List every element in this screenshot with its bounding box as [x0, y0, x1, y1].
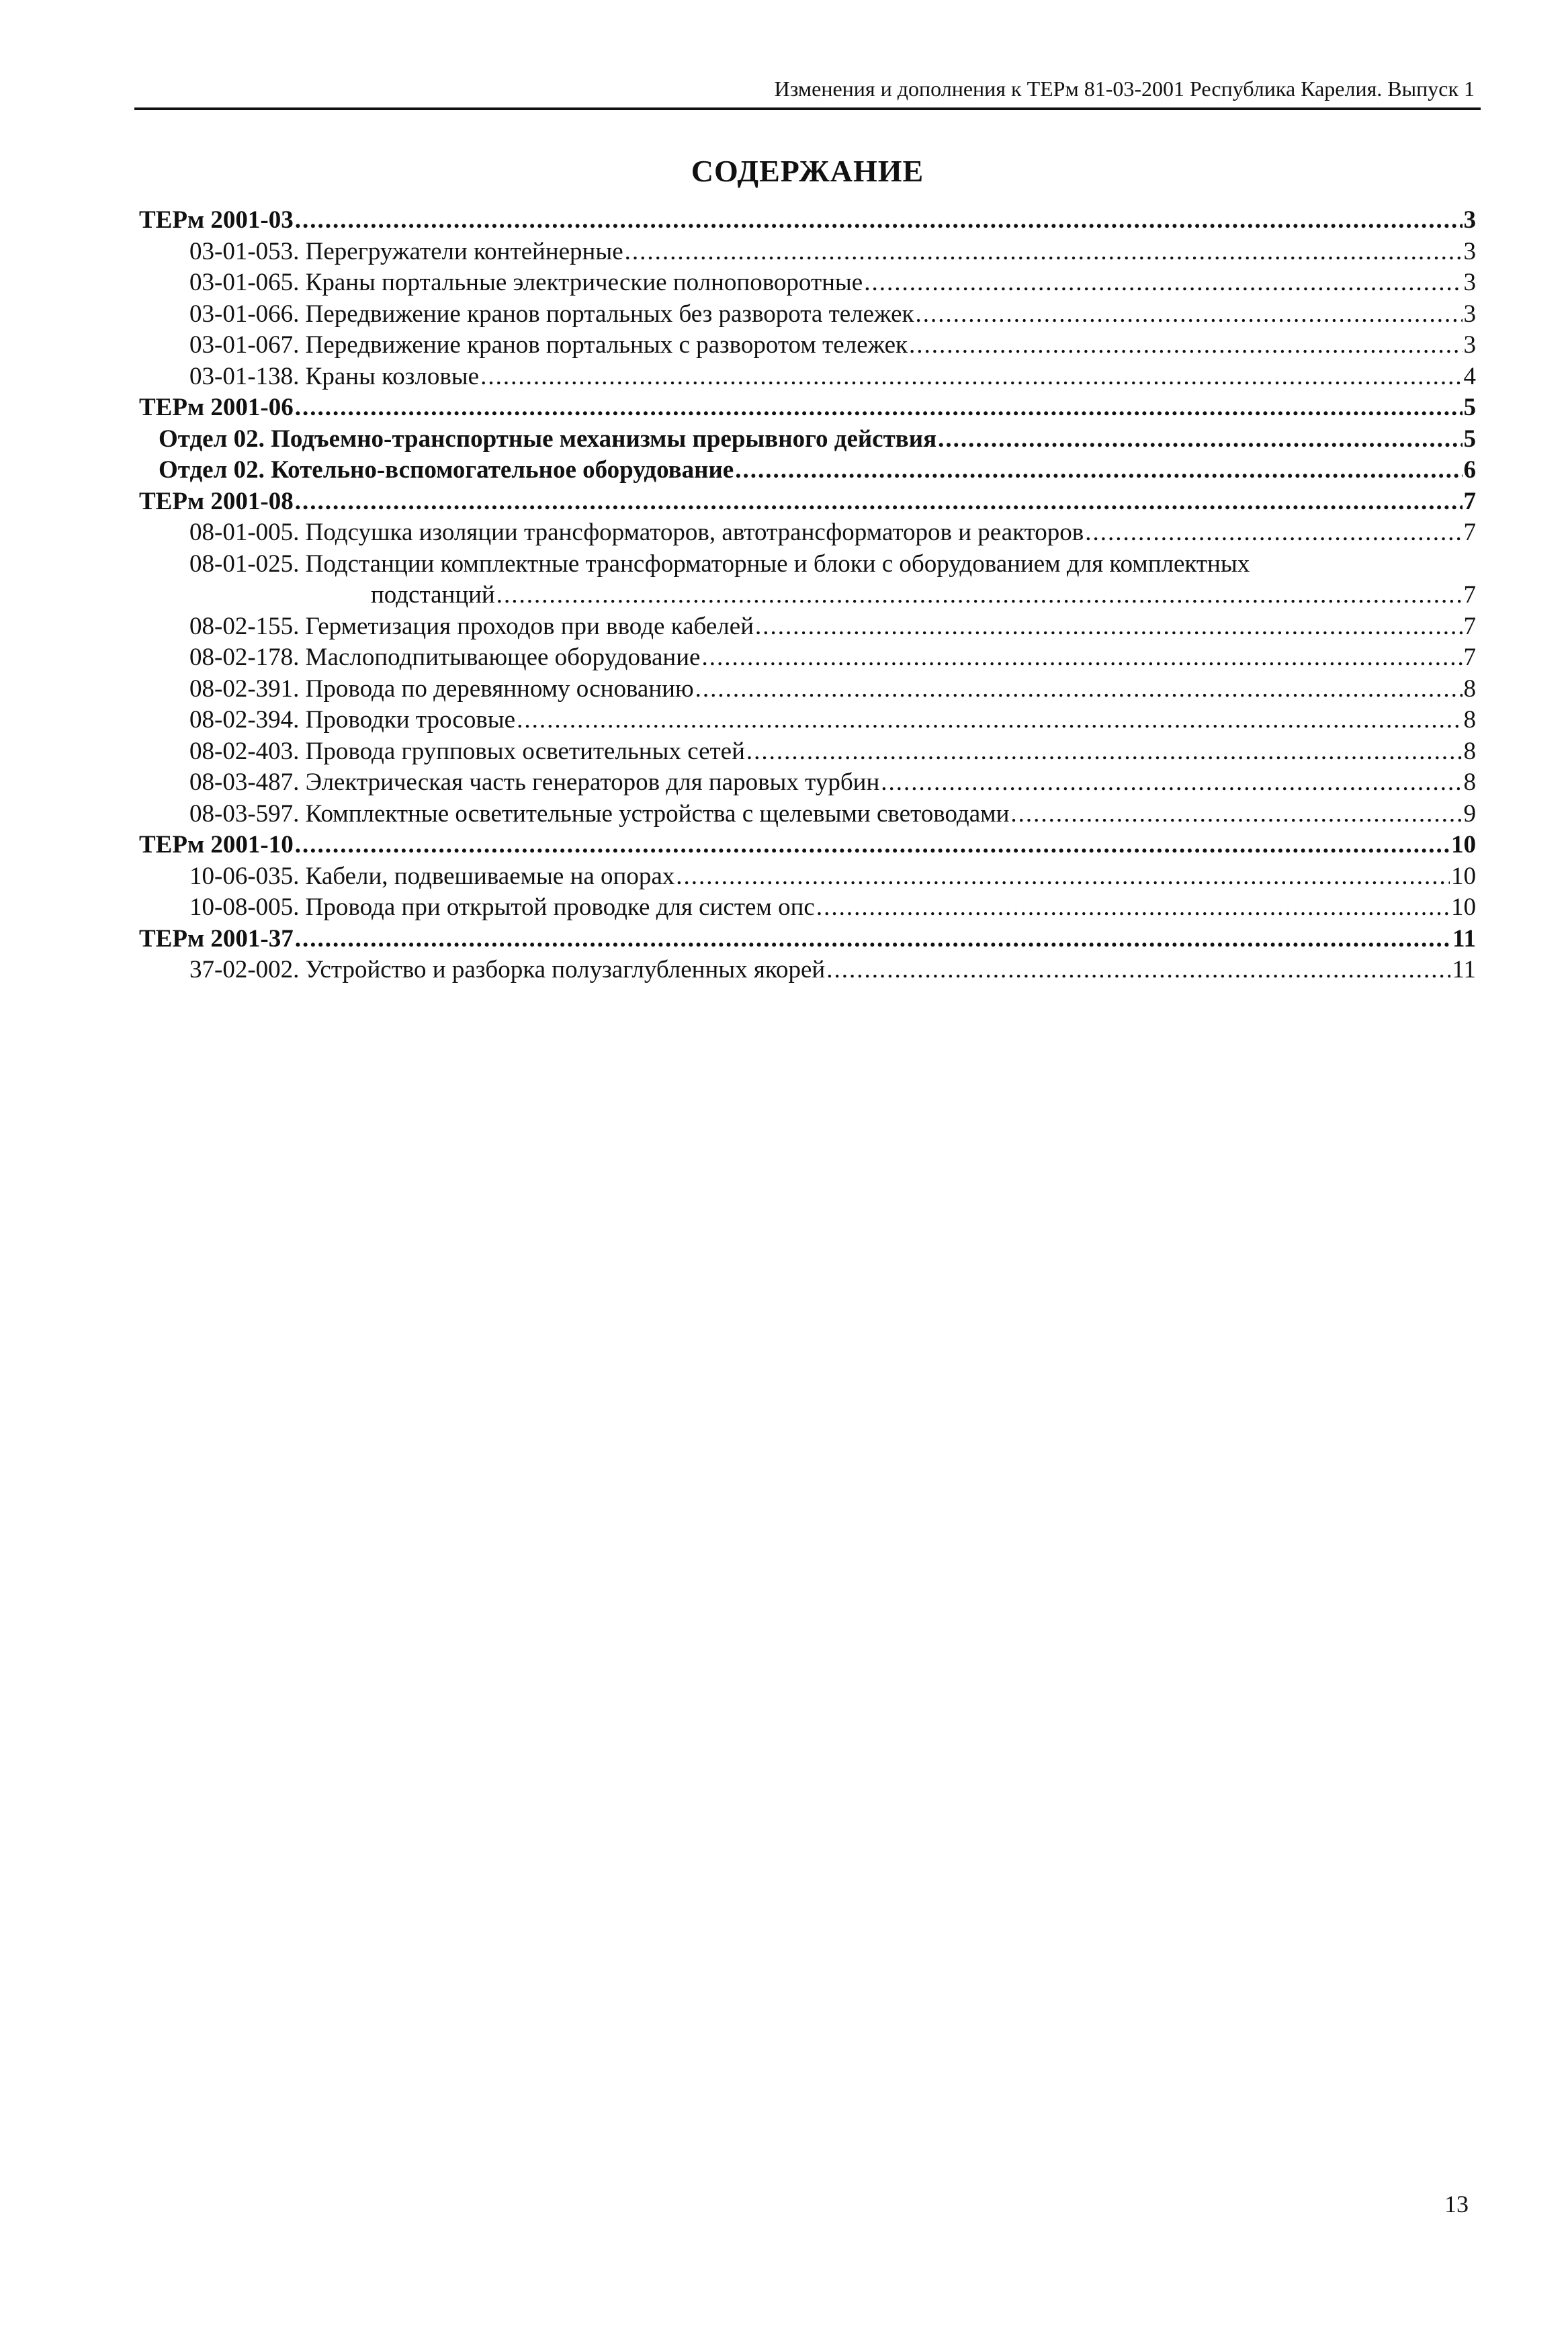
- dot-leader: [1010, 799, 1462, 830]
- toc-entry[interactable]: [139, 267, 1476, 299]
- toc-entry[interactable]: [139, 642, 1476, 674]
- table-of-contents: [139, 205, 1476, 986]
- toc-entry-page: 11: [1452, 956, 1476, 983]
- dot-leader: [496, 580, 1463, 611]
- dot-leader: [735, 455, 1462, 486]
- toc-entry[interactable]: [139, 361, 1476, 393]
- toc-entry-title: ТЕРм 2001-03: [139, 206, 294, 234]
- toc-entry-title-continued: подстанций: [371, 581, 495, 609]
- dot-leader: [1085, 517, 1462, 549]
- running-header: Изменения и дополнения к ТЕРм 81-03-2001 Республика Карелия. Выпуск 1: [774, 77, 1475, 101]
- toc-entry-section[interactable]: [139, 392, 1476, 424]
- dot-leader: [938, 424, 1462, 455]
- toc-entry-page: 8: [1463, 737, 1476, 765]
- toc-entry-page: 9: [1463, 799, 1476, 828]
- dot-leader: [916, 299, 1463, 331]
- page-title: СОДЕРЖАНИЕ: [691, 154, 924, 188]
- toc-entry-page: 7: [1463, 612, 1476, 640]
- toc-entry-title: ТЕРм 2001-06: [139, 394, 294, 421]
- toc-entry-title: 03-01-067. Передвижение кранов портальных с разворотом тележек: [189, 331, 908, 359]
- toc-entry-title: 08-02-178. Маслоподпитывающее оборудование: [189, 644, 701, 671]
- dot-leader: [480, 361, 1462, 393]
- toc-entry-section[interactable]: [139, 924, 1476, 955]
- toc-entry[interactable]: [139, 299, 1476, 331]
- dot-leader: [295, 392, 1463, 424]
- toc-entry-title: 08-02-391. Провода по деревянному основанию: [189, 674, 694, 703]
- toc-entry[interactable]: [139, 330, 1476, 361]
- toc-entry-page: 8: [1463, 674, 1476, 703]
- toc-entry-page: 11: [1452, 924, 1476, 953]
- dot-leader: [295, 924, 1451, 955]
- toc-entry[interactable]: [139, 767, 1476, 799]
- toc-entry[interactable]: [139, 674, 1476, 705]
- toc-entry-title: 37-02-002. Устройство и разборка полузаглубленных якорей: [189, 956, 826, 983]
- toc-entry-title: 08-02-394. Проводки тросовые: [189, 706, 516, 734]
- dot-leader: [909, 330, 1463, 361]
- dot-leader: [864, 267, 1462, 299]
- toc-entry-page: 7: [1463, 581, 1476, 609]
- toc-entry-line1[interactable]: [139, 549, 1476, 580]
- toc-entry-section[interactable]: [139, 830, 1476, 861]
- dot-leader: [826, 955, 1450, 986]
- toc-entry[interactable]: [139, 736, 1476, 768]
- toc-entry-page: 4: [1463, 362, 1476, 390]
- dot-leader: [295, 830, 1450, 861]
- toc-entry[interactable]: [139, 799, 1476, 830]
- toc-entry-title: 10-08-005. Провода при открытой проводке для систем опс: [189, 893, 815, 921]
- toc-entry-page: 3: [1463, 237, 1476, 265]
- toc-entry-page: 8: [1463, 706, 1476, 734]
- dot-leader: [295, 486, 1463, 518]
- toc-entry-title: 08-02-403. Провода групповых осветительных сетей: [189, 737, 745, 765]
- toc-entry[interactable]: [139, 611, 1476, 643]
- dot-leader: [755, 611, 1463, 643]
- dot-leader: [295, 205, 1463, 236]
- toc-entry-section[interactable]: [139, 486, 1476, 518]
- toc-entry-page: 3: [1463, 300, 1476, 328]
- toc-entry-title: 08-01-025. Подстанции комплектные трансформаторные и блоки с оборудованием для комплектных: [189, 550, 1250, 578]
- toc-entry-page: 8: [1463, 769, 1476, 796]
- toc-entry-page: 10: [1451, 831, 1476, 859]
- page-number: 13: [1444, 2191, 1469, 2218]
- toc-entry-page: 10: [1451, 893, 1476, 921]
- toc-entry[interactable]: [139, 517, 1476, 549]
- toc-entry-title: ТЕРм 2001-08: [139, 487, 294, 515]
- toc-entry-title: ТЕРм 2001-37: [139, 924, 294, 953]
- dot-leader: [676, 861, 1450, 893]
- toc-entry-title: 03-01-138. Краны козловые: [189, 362, 480, 390]
- dot-leader: [746, 736, 1463, 768]
- toc-entry-page: 5: [1463, 394, 1476, 421]
- toc-entry-page: 6: [1463, 456, 1476, 484]
- toc-entry-department[interactable]: [139, 424, 1476, 455]
- dot-leader: [701, 642, 1462, 674]
- toc-entry-title: 08-03-597. Комплектные осветительные устройства с щелевыми световодами: [189, 799, 1010, 828]
- header-divider: [134, 107, 1481, 110]
- dot-leader: [625, 236, 1463, 268]
- toc-entry[interactable]: [139, 236, 1476, 268]
- toc-entry-title: ТЕРм 2001-10: [139, 831, 294, 859]
- toc-entry-page: 3: [1463, 331, 1476, 359]
- toc-entry-title: 03-01-053. Перегружатели контейнерные: [189, 237, 623, 265]
- toc-entry[interactable]: [139, 892, 1476, 924]
- toc-entry-page: 7: [1463, 487, 1476, 515]
- toc-entry-title: 10-06-035. Кабели, подвешиваемые на опорах: [189, 862, 675, 890]
- toc-entry-title: 08-03-487. Электрическая часть генераторов для паровых турбин: [189, 769, 880, 796]
- toc-entry[interactable]: [139, 955, 1476, 986]
- toc-entry[interactable]: [139, 705, 1476, 736]
- toc-entry-page: 3: [1463, 206, 1476, 234]
- toc-entry-line2[interactable]: [139, 580, 1476, 611]
- toc-entry[interactable]: [139, 861, 1476, 893]
- toc-entry-title: 08-01-005. Подсушка изоляции трансформаторов, автотрансформаторов и реакторов: [189, 519, 1084, 546]
- toc-entry-page: 7: [1463, 644, 1476, 671]
- toc-entry-title: Отдел 02. Подъемно-транспортные механизмы прерывного действия: [159, 425, 937, 453]
- dot-leader: [881, 767, 1462, 799]
- dot-leader: [695, 674, 1463, 705]
- toc-entry-page: 3: [1463, 269, 1476, 296]
- toc-entry-department[interactable]: [139, 455, 1476, 486]
- toc-entry-title: Отдел 02. Котельно-вспомогательное оборудование: [159, 456, 734, 484]
- toc-entry-title: 03-01-065. Краны портальные электрические полноповоротные: [189, 269, 863, 296]
- toc-entry-title: 08-02-155. Герметизация проходов при вводе кабелей: [189, 612, 754, 640]
- dot-leader: [816, 892, 1450, 924]
- toc-entry-page: 10: [1451, 862, 1476, 890]
- toc-entry-page: 5: [1463, 425, 1476, 453]
- toc-entry-page: 7: [1463, 519, 1476, 546]
- toc-entry-title: 03-01-066. Передвижение кранов портальных без разворота тележек: [189, 300, 914, 328]
- dot-leader: [517, 705, 1462, 736]
- toc-entry-section[interactable]: [139, 205, 1476, 236]
